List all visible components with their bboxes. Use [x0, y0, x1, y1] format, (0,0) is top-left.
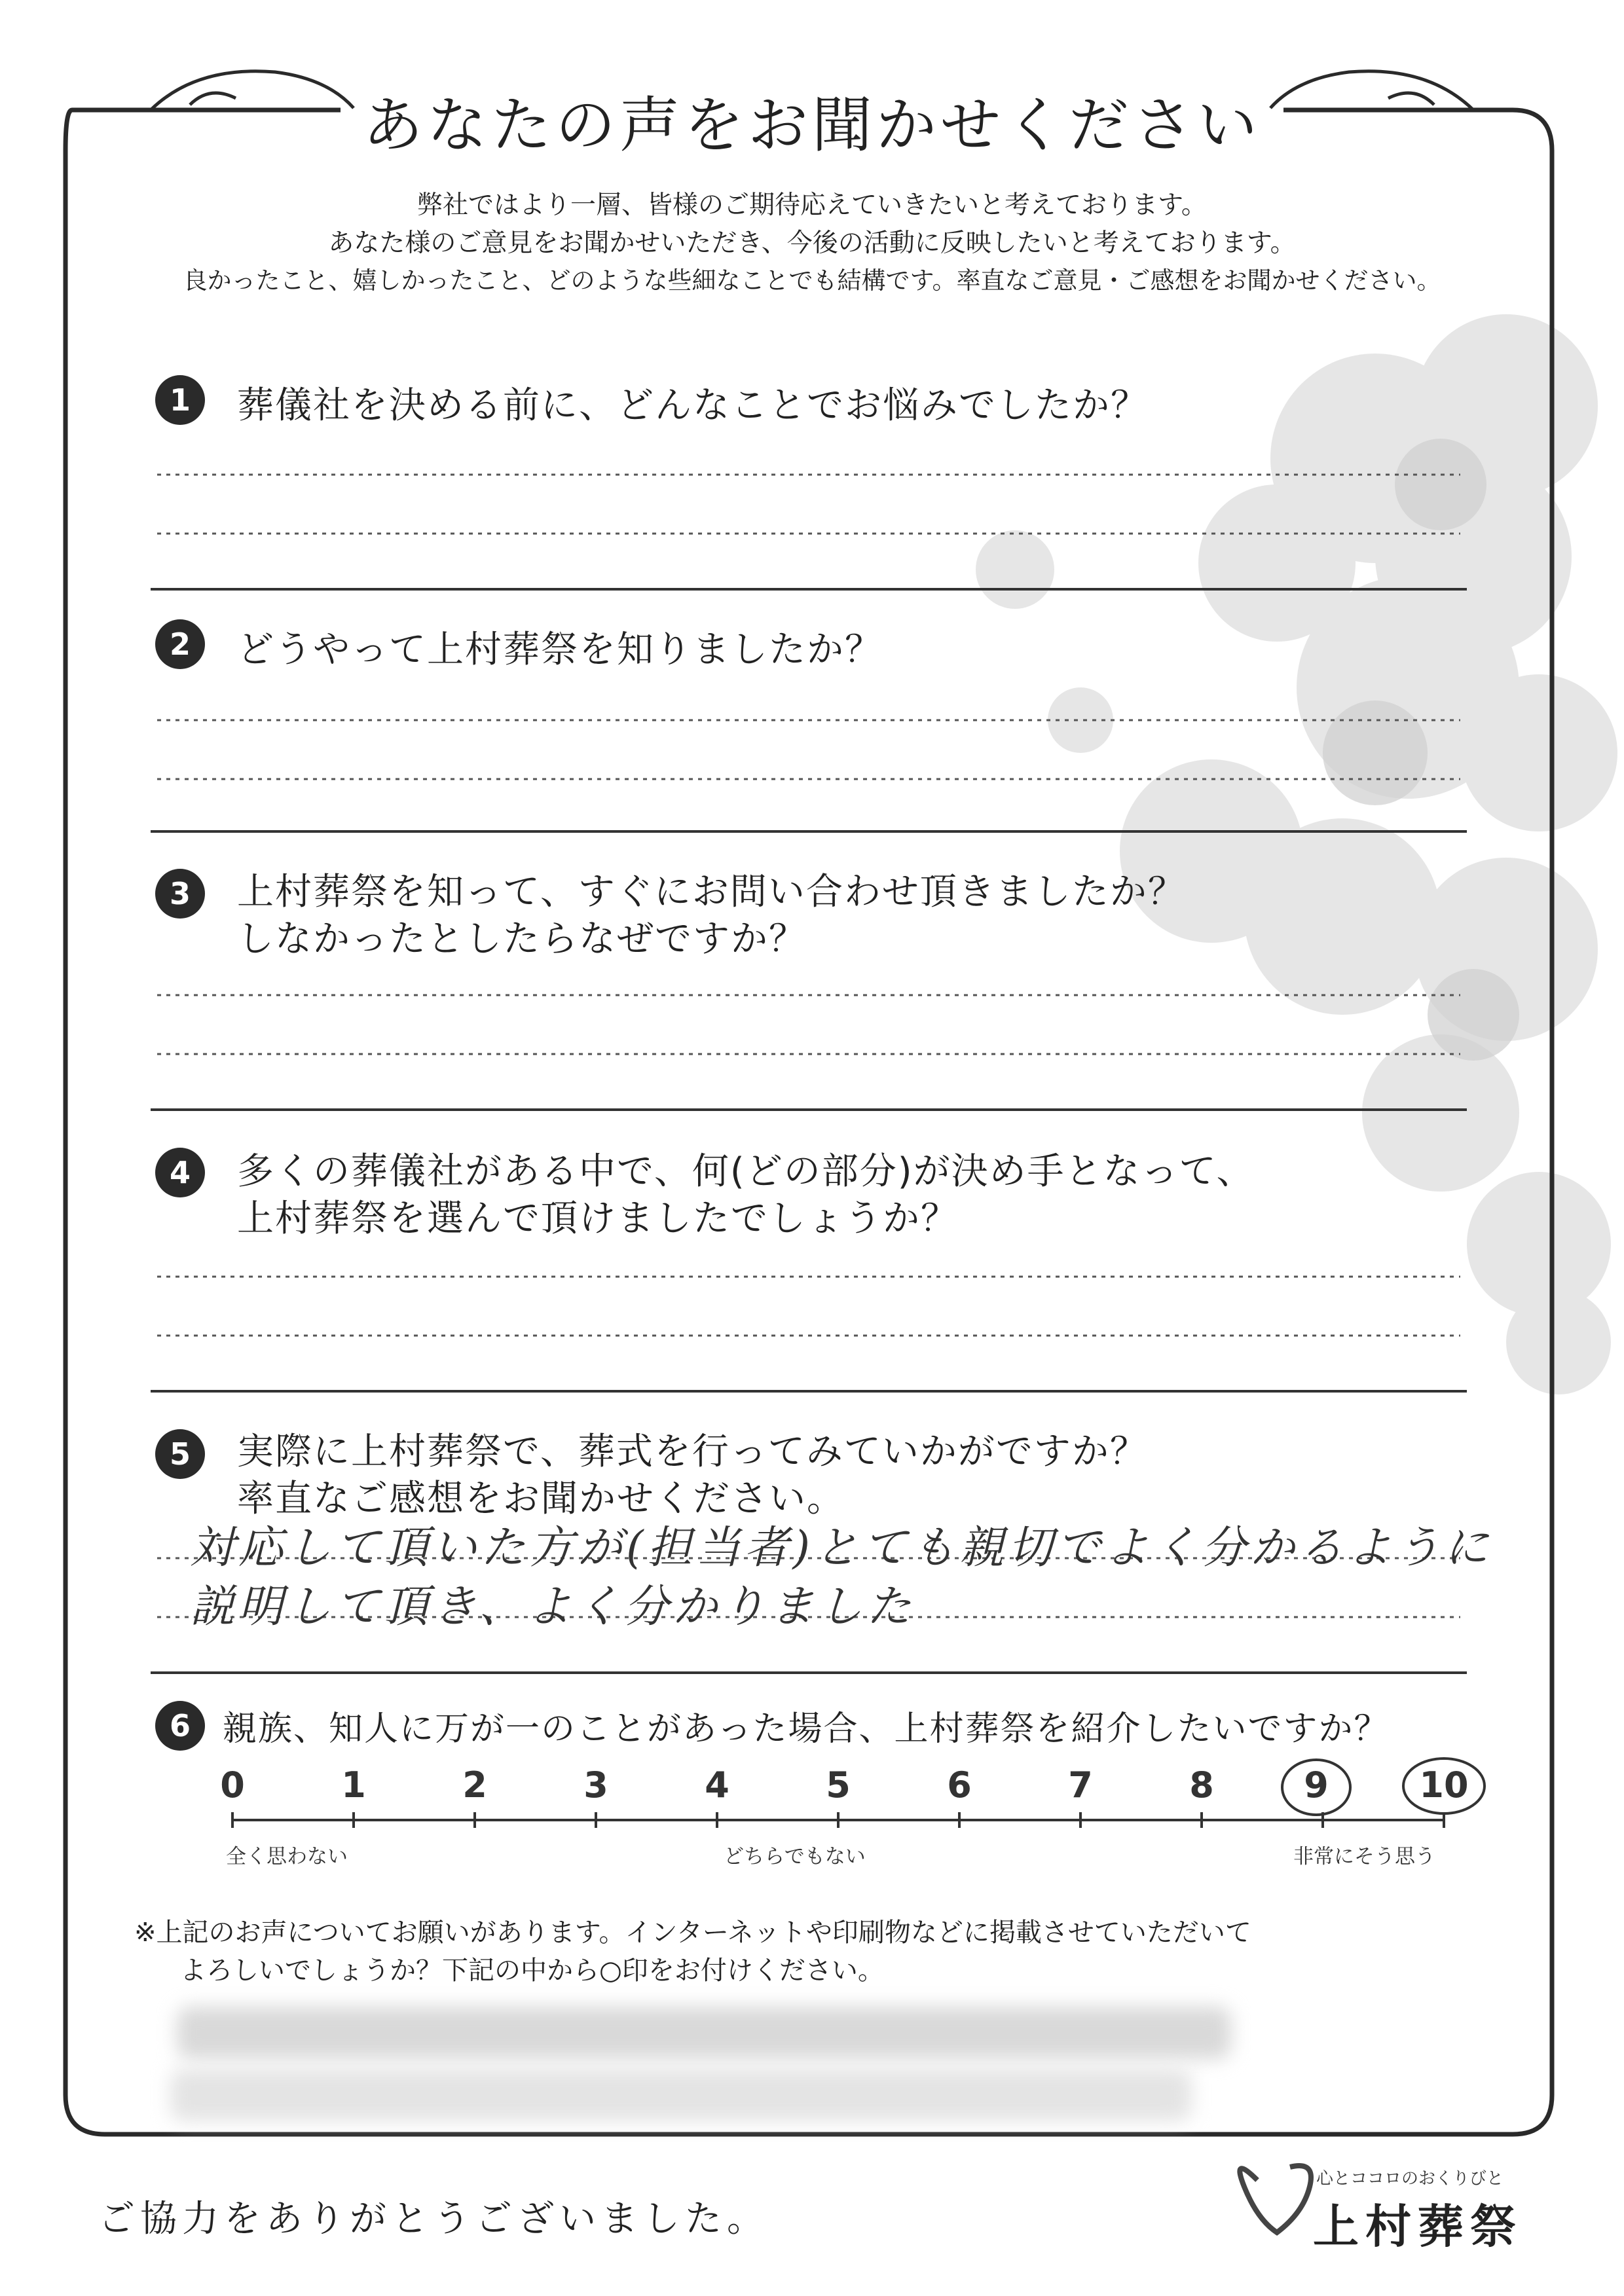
question-4-text-line-1: 多くの葬儀社がある中で、何(どの部分)が決め手となって、 — [237, 1150, 1255, 1193]
scale-tick-0[interactable]: 0 — [220, 1764, 245, 1806]
answer-field-2[interactable] — [157, 694, 1460, 825]
scale-tick-6[interactable]: 6 — [947, 1764, 972, 1806]
question-number-1: 1 — [155, 375, 205, 425]
question-number-2: 2 — [155, 619, 205, 669]
thanks-message: ご協力をありがとうございました。 — [98, 2198, 769, 2240]
question-3-text-line-2: しなかったとしたらなぜですか？ — [237, 918, 807, 960]
answer-field-1[interactable] — [157, 452, 1460, 583]
scale-tick-4[interactable]: 4 — [705, 1764, 729, 1806]
scale-label-mid: どちらでもない — [724, 1845, 866, 1868]
intro-line-1: 弊社ではより一層、皆様のご期待応えていきたいと考えております。 — [417, 191, 1207, 220]
answer-field-3[interactable] — [157, 969, 1460, 1100]
logo-heart-icon — [1240, 2166, 1311, 2232]
scale-tick-8[interactable]: 8 — [1189, 1764, 1214, 1806]
question-1-text: 葬儀社を決める前に、どんなことでお悩みでしたか？ — [237, 384, 1149, 427]
scale-tick-9[interactable]: 9 — [1304, 1764, 1329, 1806]
question-3-text-line-1: 上村葬祭を知って、すぐにお問い合わせ頂きましたか？ — [237, 871, 1186, 913]
question-2-text: どうやって上村葬祭を知りましたか？ — [237, 629, 883, 671]
answer-5-handwriting-line-2: 説明して頂き、よく分かりました — [190, 1581, 915, 1633]
brand-name: 上村葬祭 — [1313, 2200, 1522, 2253]
intro-line-3: 良かったこと、嬉しかったこと、どのような些細なことでも結構です。率直なご意見・ご感想をお聞かせください。 — [183, 266, 1441, 295]
scale-tick-5[interactable]: 5 — [826, 1764, 851, 1806]
question-6-text: 親族、知人に万が一のことがあった場合、上村葬祭を紹介したいですか？ — [223, 1709, 1390, 1749]
question-number-6: 6 — [155, 1701, 205, 1751]
page-title: あなたの声をお聞かせください — [362, 90, 1261, 160]
brand-tagline: 心とココロのおくりびと — [1316, 2169, 1504, 2189]
answer-field-4[interactable] — [157, 1250, 1460, 1381]
question-number-3: 3 — [155, 869, 205, 919]
question-4-text-line-2: 上村葬祭を選んで頂けましたでしょうか？ — [237, 1197, 959, 1240]
redacted-options-row-2 — [170, 2069, 1192, 2121]
intro-line-2: あなた様のご意見をお聞かせいただき、今後の活動に反映したいと考えております。 — [328, 228, 1296, 258]
scale-tick-2[interactable]: 2 — [462, 1764, 487, 1806]
scale-label-right: 非常にそう思う — [1293, 1845, 1435, 1868]
notice-line-2: よろしいでしょうか？下記の中から○印をお付けください。 — [180, 1956, 884, 1986]
question-number-4: 4 — [155, 1148, 205, 1197]
scale-label-left: 全く思わない — [226, 1845, 348, 1868]
answer-5-handwriting-line-1: 対応して頂いた方が(担当者)とても親切でよく分かるように — [190, 1522, 1493, 1574]
scale-tick-1[interactable]: 1 — [341, 1764, 366, 1806]
notice-line-1: ※上記のお声についてお願いがあります。インターネットや印刷物などに掲載させていただいて — [134, 1918, 1251, 1948]
scale-tick-7[interactable]: 7 — [1068, 1764, 1093, 1806]
scale-tick-10[interactable]: 10 — [1419, 1764, 1469, 1806]
question-number-5: 5 — [155, 1429, 205, 1479]
question-5-text-line-1: 実際に上村葬祭で、葬式を行ってみていかがですか？ — [237, 1430, 1148, 1473]
scale-tick-3[interactable]: 3 — [583, 1764, 608, 1806]
redacted-options-row-1 — [177, 2007, 1231, 2059]
question-5-text-line-2: 率直なご感想をお聞かせください。 — [237, 1478, 845, 1520]
